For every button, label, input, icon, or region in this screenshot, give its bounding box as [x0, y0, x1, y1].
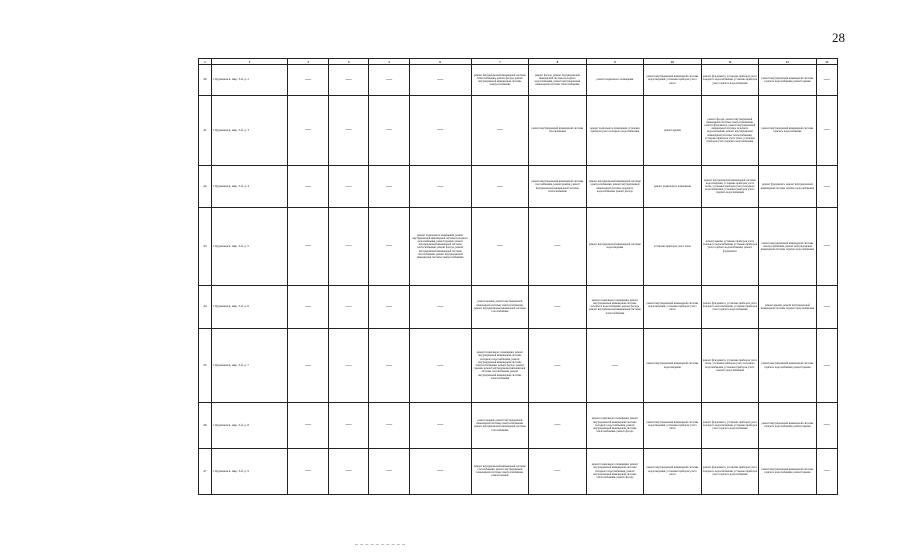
- work-cell: [409, 403, 471, 448]
- work-cell: [409, 95, 471, 165]
- column-header-6: 6: [409, 59, 471, 65]
- empty-dash: —: [496, 183, 503, 190]
- empty-dash: —: [437, 303, 444, 310]
- empty-dash: —: [345, 76, 352, 83]
- empty-dash: —: [437, 76, 444, 83]
- work-cell: ремонт фундамента, установка приборов учета холодного водоснабжения, установка приборов учета горячего водоснабжения: [701, 448, 759, 494]
- column-header-1: 1: [199, 59, 212, 65]
- work-cell: [369, 403, 409, 448]
- empty-dash: —: [554, 362, 561, 369]
- work-cell: [409, 328, 471, 402]
- empty-dash: —: [554, 243, 561, 250]
- column-header-2: 2: [211, 59, 288, 65]
- address-cell: г. Буденновск, мкр. 3-й, д. 5: [211, 208, 288, 285]
- work-cell: [369, 95, 409, 165]
- empty-dash: —: [823, 76, 830, 83]
- work-cell: [471, 208, 529, 285]
- table-row: [199, 95, 838, 165]
- work-cell: установка приборов учета тепла: [644, 208, 702, 285]
- work-cell: [529, 403, 587, 448]
- empty-dash: —: [437, 362, 444, 369]
- page-number: 28: [832, 30, 845, 45]
- row-number: 47: [199, 448, 212, 494]
- work-cell: ремонт фундамента, установка приборов учета холодного водоснабжения, установка приборов учета горячего водоснабжения: [701, 285, 759, 328]
- page-edge-mark: [355, 544, 405, 545]
- empty-dash: —: [386, 76, 393, 83]
- work-cell: ремонт внутридомовой инженерной системы горячего водоснабжения, ремонт крыши: [759, 65, 817, 96]
- column-header-11: 11: [701, 59, 759, 65]
- work-cell: [529, 448, 587, 494]
- work-cell: ремонт фундамента, установка приборов учета холодного водоснабжения, установка приборов учета горячего водоснабжения: [701, 403, 759, 448]
- work-cell: [288, 285, 328, 328]
- row-number: 45: [199, 328, 212, 402]
- column-header-4: 4: [328, 59, 368, 65]
- work-cell: [288, 65, 328, 96]
- empty-dash: —: [437, 183, 444, 190]
- empty-dash: —: [823, 303, 830, 310]
- empty-dash: —: [386, 243, 393, 250]
- row-number: 44: [199, 285, 212, 328]
- work-cell: ремонт подвального помещения, ремонт внутридомовой инженерной системы холодного водоснабжения, ремонт внутридомовой инженерной системы теплоснабжения, ремонт фасада: [586, 403, 644, 448]
- work-cell: [816, 403, 837, 448]
- work-cell: [288, 166, 328, 208]
- work-cell: [816, 65, 837, 96]
- work-cell: [328, 65, 368, 96]
- work-cell: ремонт фундамента, установка приборов учета тепла, установка приборов учета холодного водоснабжения, установка приборов учета горячего водоснабжения: [701, 328, 759, 402]
- empty-dash: —: [554, 468, 561, 475]
- empty-dash: —: [305, 183, 312, 190]
- work-cell: ремонт фундамента, установка приборов учета холодного водоснабжения, установка приборов учета горячего водоснабжения: [701, 65, 759, 96]
- empty-dash: —: [496, 243, 503, 250]
- work-cell: [816, 166, 837, 208]
- empty-dash: —: [823, 422, 830, 429]
- work-cell: ремонт внутридомовой инженерной системы водоотведения, установка приборов учета тепла: [644, 65, 702, 96]
- work-cell: ремонт подвального помещения, ремонт внутридомовой инженерной системы холодного водоснабжения, ремонт фасада, ремонт внутридомовой инженерной системы теплоснабжения: [586, 285, 644, 328]
- empty-dash: —: [345, 127, 352, 134]
- column-header-3: 3: [288, 59, 328, 65]
- empty-dash: —: [823, 127, 830, 134]
- empty-dash: —: [345, 303, 352, 310]
- work-cell: [288, 328, 328, 402]
- work-cell: [288, 448, 328, 494]
- work-cell: ремонт крыши: [644, 95, 702, 165]
- empty-dash: —: [345, 243, 352, 250]
- empty-dash: —: [554, 422, 561, 429]
- work-cell: ремонт внутридомовой инженерной системы горячего водоснабжения, ремонт крыши: [759, 328, 817, 402]
- work-cell: [471, 95, 529, 165]
- work-cell: ремонт крыши, ремонт внутридомовой инженерной системы горячего водоснабжения: [759, 285, 817, 328]
- empty-dash: —: [345, 183, 352, 190]
- empty-dash: —: [345, 422, 352, 429]
- empty-dash: —: [611, 362, 618, 369]
- table-body: [199, 65, 838, 495]
- empty-dash: —: [305, 422, 312, 429]
- empty-dash: —: [386, 468, 393, 475]
- work-cell: [816, 208, 837, 285]
- work-cell: [409, 166, 471, 208]
- column-header-8: 8: [529, 59, 587, 65]
- empty-dash: —: [305, 303, 312, 310]
- empty-dash: —: [386, 183, 393, 190]
- work-cell: ремонт внутридомовой инженерной системы горячего водоснабжения: [759, 95, 817, 165]
- work-cell: [369, 285, 409, 328]
- work-cell: [529, 328, 587, 402]
- work-cell: ремонт подвального помещения, ремонт внутридомовой инженерной системы холодного водоснабжения, ремонт внутридомовой инженерной системы электроснабжения, ремонт фасада, ремонт крыши, ремонт внутридомовой инженерной системы газоснабжения, ремонт внутридомовой инженерной системы теплоснабжения: [471, 328, 529, 402]
- work-cell: ремонт внутридомовой инженерной системы газоснабжения, ремонт внутридомовой инженерной системы электроснабжения, ремонт крыши: [471, 448, 529, 494]
- empty-dash: —: [345, 468, 352, 475]
- work-cell: [328, 328, 368, 402]
- work-cell: ремонт внутридомовой инженерной системы водоотведения, установка приборов учета тепла: [644, 285, 702, 328]
- table-row: [199, 285, 838, 328]
- work-cell: ремонт внутридомовой инженерной системы водоотведения: [644, 328, 702, 402]
- work-cell: ремонт внутридомовой инженерной системы горячего водоснабжения, ремонт крыши: [759, 403, 817, 448]
- work-cell: ремонт внутридомовой инженерной системы электроснабжения, ремонт внутридомовой инженерной системы холодного водоснабжения, ремонт фасада: [586, 166, 644, 208]
- work-cell: [816, 328, 837, 402]
- empty-dash: —: [437, 127, 444, 134]
- work-cell: [288, 208, 328, 285]
- row-number: 46: [199, 403, 212, 448]
- work-cell: [369, 65, 409, 96]
- repair-schedule-table: [198, 58, 838, 495]
- empty-dash: —: [305, 362, 312, 369]
- work-cell: ремонт подвального помещения, ремонт внутридомовой инженерной системы холодного водоснабжения, ремонт внутридомовой инженерной системы теплоснабжения, ремонт фасада: [586, 448, 644, 494]
- empty-dash: —: [823, 468, 830, 475]
- empty-dash: —: [496, 127, 503, 134]
- work-cell: ремонт фасада, ремонт внутридомовой инженерной системы холодного водоснабжения, ремонт внутридомовой инженерной системы теплоснабжения: [529, 65, 587, 96]
- work-cell: ремонт внутридомовой инженерной системы электроснабжения, ремонт внутридомовой инженерной системы горячего водоснабжения: [759, 208, 817, 285]
- row-number: 41: [199, 95, 212, 165]
- empty-dash: —: [305, 76, 312, 83]
- row-number: 40: [199, 65, 212, 96]
- row-number: 42: [199, 166, 212, 208]
- address-cell: г. Буденновск, мкр. 3-й, д. 8: [211, 403, 288, 448]
- empty-dash: —: [386, 303, 393, 310]
- work-cell: [586, 328, 644, 402]
- empty-dash: —: [305, 468, 312, 475]
- address-cell: г. Буденновск, мкр. 3-й, д. 7: [211, 328, 288, 402]
- work-cell: [369, 328, 409, 402]
- address-cell: г. Буденновск, мкр. 3-й, д. 6: [211, 285, 288, 328]
- work-cell: ремонт крыши, установка приборов учета холодного водоснабжения, установка приборов учета горячего водоснабжения, ремонт фундамента: [701, 208, 759, 285]
- work-cell: [369, 448, 409, 494]
- table-row: [199, 328, 838, 402]
- work-cell: [816, 95, 837, 165]
- address-cell: г. Буденновск, мкр. 3-й, д. 2: [211, 65, 288, 96]
- work-cell: ремонт крыши, ремонт внутридомовой инженерной системы электроснабжения, ремонт внутридомовой инженерной системы газоснабжения: [471, 403, 529, 448]
- address-cell: г. Буденновск, мкр. 3-й, д. 4: [211, 166, 288, 208]
- column-header-9: 9: [586, 59, 644, 65]
- work-cell: [369, 166, 409, 208]
- column-header-10: 10: [644, 59, 702, 65]
- work-cell: [328, 95, 368, 165]
- work-cell: ремонт внутридомовой инженерной системы водоотведения, установка приборов учета тепла, установка приборов учета холодного водоснабжения, установка приборов учета горячего водоснабжения: [701, 166, 759, 208]
- work-cell: [529, 285, 587, 328]
- table-row: [199, 403, 838, 448]
- work-cell: [328, 448, 368, 494]
- column-header-13: 13: [816, 59, 837, 65]
- empty-dash: —: [823, 243, 830, 250]
- work-cell: ремонт подвального помещения, установка приборов учета холодного водоснабжения: [586, 95, 644, 165]
- work-cell: [328, 208, 368, 285]
- empty-dash: —: [437, 422, 444, 429]
- work-cell: ремонт подвального помещения, ремонт внутридомовой инженерной системы холодного водоснабжения, ремонт крыши, ремонт внутридомовой инженерной системы теплоснабжения, ремонт фасада, ремонт внутридомовой инженерной системы газоснабжения, ремонт внутридомовой инженерной системы электроснабжения: [409, 208, 471, 285]
- table-row: [199, 166, 838, 208]
- work-cell: [328, 166, 368, 208]
- address-cell: г. Буденновск, мкр. 3-й, д. 9: [211, 448, 288, 494]
- work-cell: ремонт внутридомовой инженерной системы горячего водоснабжения, ремонт крыши: [759, 448, 817, 494]
- empty-dash: —: [345, 362, 352, 369]
- work-cell: [409, 285, 471, 328]
- empty-dash: —: [386, 422, 393, 429]
- work-cell: [288, 403, 328, 448]
- address-cell: г. Буденновск, мкр. 3-й, д. 3: [211, 95, 288, 165]
- work-cell: [409, 448, 471, 494]
- empty-dash: —: [305, 127, 312, 134]
- work-cell: ремонт внутридомовой инженерной системы газоснабжения: [529, 95, 587, 165]
- work-cell: ремонт фундамента, ремонт внутридомовой инженерной системы горячего водоснабжения: [759, 166, 817, 208]
- empty-dash: —: [386, 127, 393, 134]
- work-cell: [529, 208, 587, 285]
- work-cell: ремонт внутридомовой инженерной системы водоотведения, установка приборов учета тепла: [644, 403, 702, 448]
- work-cell: ремонт крыши, ремонт внутридомовой инженерной системы электроснабжения, ремонт внутридомовой инженерной системы газоснабжения: [471, 285, 529, 328]
- empty-dash: —: [823, 362, 830, 369]
- work-cell: [328, 285, 368, 328]
- table-row: [199, 65, 838, 96]
- work-cell: ремонт внутридомовой инженерной системы водоотведения: [586, 208, 644, 285]
- table-row: [199, 208, 838, 285]
- work-cell: ремонт внутридомовой инженерной системы водоотведения, установка приборов учета тепла: [644, 448, 702, 494]
- work-cell: [288, 95, 328, 165]
- column-header-7: 7: [471, 59, 529, 65]
- empty-dash: —: [386, 362, 393, 369]
- work-cell: ремонт фасада, ремонт внутридомовой инженерной системы электроснабжения, ремонт фундамента, ремонт внутридомовой инженерной системы холодного водоснабжения, ремонт внутридомовой инженерной системы теплоснабжения, установка приборов учета тепла, установка приборов учета горячего водоснабжения: [701, 95, 759, 165]
- work-cell: [471, 166, 529, 208]
- table-row: [199, 448, 838, 494]
- work-cell: [409, 65, 471, 96]
- column-header-12: 12: [759, 59, 817, 65]
- column-header-5: 5: [369, 59, 409, 65]
- row-number: 43: [199, 208, 212, 285]
- work-cell: [369, 208, 409, 285]
- work-cell: ремонт подвального помещения: [644, 166, 702, 208]
- empty-dash: —: [823, 183, 830, 190]
- empty-dash: —: [305, 243, 312, 250]
- work-cell: [816, 448, 837, 494]
- work-cell: ремонт внутридомовой инженерной системы газоснабжения, ремонт крыши, ремонт внутридомовой инженерной системы теплоснабжения: [529, 166, 587, 208]
- work-cell: ремонт подвального помещения: [586, 65, 644, 96]
- empty-dash: —: [437, 468, 444, 475]
- work-cell: [328, 403, 368, 448]
- work-cell: ремонт внутридомовой инженерной системы теплоснабжения, ремонт фасада, ремонт внутридомовой инженерной системы электроснабжения: [471, 65, 529, 96]
- empty-dash: —: [554, 303, 561, 310]
- work-cell: [816, 285, 837, 328]
